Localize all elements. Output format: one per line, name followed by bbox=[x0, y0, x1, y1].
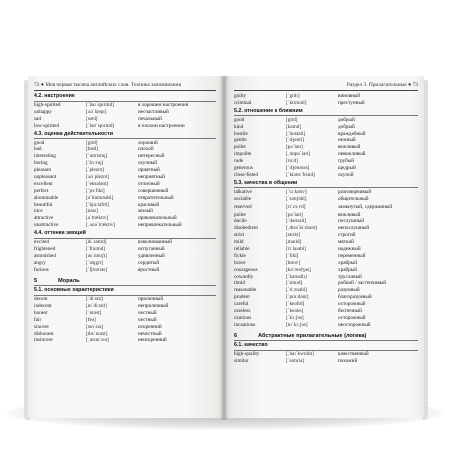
english-word: furious bbox=[34, 266, 49, 273]
vocab-row bbox=[234, 246, 418, 253]
chapter-number: 6 bbox=[234, 332, 238, 339]
left-running-head: 72 ● Моя первая тысяча английских слов. Техника запоминания bbox=[34, 82, 181, 88]
transcription: [ˈləʊˈspɪrɪtɪd] bbox=[86, 122, 115, 129]
russian-translation: милый bbox=[138, 208, 153, 215]
vocab-row bbox=[34, 146, 216, 153]
russian-translation: сердитый bbox=[138, 259, 160, 266]
english-word: insincere bbox=[34, 337, 53, 344]
section-title: 4.4. оттенки эмоций bbox=[34, 230, 86, 237]
vocab-row bbox=[34, 188, 216, 195]
section-title: 4.2. настроение bbox=[34, 93, 75, 99]
vocab-row bbox=[234, 151, 418, 158]
vocab-row bbox=[234, 172, 418, 179]
russian-translation: общительный bbox=[338, 195, 369, 202]
vocab-row bbox=[234, 260, 418, 267]
transcription: [ˈtɔːkətɪv] bbox=[286, 188, 307, 195]
transcription: [ˈriːznəbl] bbox=[286, 287, 308, 294]
english-word: impolite bbox=[234, 151, 252, 158]
russian-translation: беспечный bbox=[338, 308, 362, 315]
russian-translation: надежный bbox=[338, 246, 361, 253]
transcription: [gʊd] bbox=[86, 139, 98, 146]
english-word: beautiful bbox=[34, 201, 53, 208]
vocab-row bbox=[234, 287, 418, 294]
english-word: unpleasant bbox=[34, 174, 57, 181]
english-word: honest bbox=[34, 309, 48, 316]
russian-translation: нечестный bbox=[138, 330, 162, 337]
transcription: [ˈɒnɪst] bbox=[86, 309, 102, 316]
russian-translation: робкий / застенчивый bbox=[338, 280, 387, 287]
russian-translation: хороший bbox=[138, 139, 158, 146]
vocab-row bbox=[34, 109, 216, 116]
russian-translation: послушный bbox=[338, 218, 365, 225]
english-word: good bbox=[234, 116, 245, 123]
russian-translation: интересный bbox=[138, 153, 165, 160]
russian-translation: качественный bbox=[338, 351, 369, 358]
english-word: unattractive bbox=[34, 222, 59, 229]
english-word: talkative bbox=[234, 188, 252, 195]
english-word: angry bbox=[34, 259, 46, 266]
vocab-row bbox=[234, 239, 418, 246]
english-word: kind bbox=[234, 123, 244, 130]
chapter-rule bbox=[234, 340, 418, 341]
english-word: reserved bbox=[234, 203, 252, 210]
english-word: hostile bbox=[234, 130, 248, 137]
english-word: polite bbox=[234, 144, 246, 151]
vocab-row bbox=[234, 189, 418, 196]
chapter-number: 5 bbox=[34, 277, 38, 284]
english-word: strict bbox=[234, 232, 245, 239]
english-word: frightened bbox=[34, 246, 56, 253]
english-word: prudent bbox=[234, 294, 250, 301]
transcription: [ˈfraɪtnd] bbox=[86, 246, 106, 253]
right-page bbox=[224, 76, 424, 418]
russian-translation: приличный bbox=[138, 296, 164, 303]
english-word: dishonest bbox=[34, 330, 54, 337]
vocab-row bbox=[34, 239, 216, 246]
russian-translation: отвратительный bbox=[138, 194, 174, 201]
vocab-row bbox=[234, 124, 418, 131]
transcription: [sɪnˈsɪə] bbox=[86, 323, 103, 330]
russian-translation: похожий bbox=[338, 358, 358, 365]
english-word: generous bbox=[234, 165, 253, 172]
vocab-row bbox=[34, 310, 216, 317]
english-word: criminal bbox=[234, 99, 252, 106]
russian-translation: преступный bbox=[338, 99, 365, 106]
russian-translation: в хорошем настроении bbox=[138, 102, 189, 108]
transcription: [ruːd] bbox=[286, 158, 298, 165]
russian-translation: приятный bbox=[138, 167, 160, 174]
chapter-heading bbox=[234, 332, 418, 340]
section-title: 5.1. основные характеристики bbox=[34, 287, 114, 294]
russian-translation: искренний bbox=[138, 323, 162, 330]
russian-translation: взволнованный bbox=[138, 239, 172, 246]
vocab-row bbox=[34, 317, 216, 324]
russian-translation: нежный bbox=[338, 137, 356, 144]
transcription: [strɪkt] bbox=[286, 232, 301, 239]
transcription: [əˈbɒmɪnəbl] bbox=[86, 194, 114, 201]
russian-translation: непослушный bbox=[338, 225, 370, 232]
english-word: courageous bbox=[234, 266, 258, 273]
transcription: [ˌhaɪˈkwɒlɪtɪ] bbox=[286, 351, 315, 358]
english-word: excited bbox=[34, 239, 49, 246]
russian-translation: переменный bbox=[338, 252, 366, 259]
left-page-content bbox=[34, 81, 216, 344]
transcription: [ʌnˈpleznt] bbox=[86, 174, 110, 181]
russian-translation: честный bbox=[138, 309, 157, 316]
vocab-row bbox=[234, 100, 418, 107]
transcription: [ˈkeəfʊl] bbox=[286, 301, 305, 308]
transcription: [ˈkrɪmɪnl] bbox=[286, 99, 307, 106]
russian-translation: разумный bbox=[338, 287, 360, 294]
russian-translation: вежливый bbox=[338, 144, 361, 151]
vocab-row bbox=[34, 337, 216, 344]
russian-translation: храбрый bbox=[338, 266, 357, 273]
russian-translation: добрый bbox=[338, 116, 355, 123]
vocab-row bbox=[34, 331, 216, 338]
english-word: sociable bbox=[234, 195, 251, 202]
transcription: [ˈdʒenərəs] bbox=[286, 165, 310, 172]
transcription: [ˈfjʊərɪəs] bbox=[86, 266, 107, 273]
english-word: good bbox=[34, 139, 45, 146]
english-word: sincere bbox=[34, 323, 49, 330]
right-running-head: Раздел 3. Прилагательные ● 73 bbox=[346, 82, 418, 88]
vocab-row bbox=[234, 294, 418, 301]
vocab-row bbox=[234, 358, 418, 365]
vocab-row bbox=[234, 253, 418, 260]
english-word: careless bbox=[234, 308, 251, 315]
vocab-row bbox=[234, 274, 418, 281]
transcription: [ˈpruːdənt] bbox=[286, 294, 309, 301]
transcription: [ˈsɪmɪlə] bbox=[286, 358, 304, 365]
english-word: bad bbox=[34, 146, 42, 153]
transcription: [kəˈreɪdʒəs] bbox=[286, 266, 311, 273]
transcription: [ˌdɪsəˈbiːdɪənt] bbox=[286, 225, 318, 232]
english-word: fickle bbox=[234, 252, 246, 259]
vocab-row bbox=[34, 167, 216, 174]
vocab-row bbox=[34, 181, 216, 188]
russian-translation: совершенный bbox=[138, 187, 169, 194]
english-word: reliable bbox=[234, 246, 250, 253]
transcription: [bæd] bbox=[86, 146, 99, 153]
chapter-heading bbox=[34, 277, 216, 285]
vocab-row bbox=[234, 131, 418, 138]
vocab-row bbox=[234, 165, 418, 172]
vocab-row bbox=[34, 208, 216, 215]
transcription: [gʊd] bbox=[286, 116, 298, 123]
transcription: [ˌʌnəˈtræktɪv] bbox=[86, 222, 116, 229]
transcription: [ˈkləʊsˈfɪstɪd] bbox=[286, 171, 315, 178]
russian-translation: плохой bbox=[138, 146, 154, 153]
russian-translation: благоразумный bbox=[338, 294, 372, 301]
transcription: [ˈsəʊʃəbl] bbox=[286, 195, 307, 202]
russian-translation: неосторожный bbox=[338, 321, 371, 328]
vocab-row bbox=[234, 144, 418, 151]
english-word: excellent bbox=[34, 180, 53, 187]
russian-translation: храбрый bbox=[338, 259, 357, 266]
transcription: [ˌɪmpəˈlaɪt] bbox=[286, 151, 310, 158]
vocab-row bbox=[34, 215, 216, 222]
russian-translation: разговорчивый bbox=[338, 188, 372, 195]
english-word: gentle bbox=[234, 137, 247, 144]
book-spine-gutter bbox=[220, 76, 228, 420]
vocab-row bbox=[34, 267, 216, 274]
vocab-row bbox=[234, 322, 418, 329]
right-page-content bbox=[234, 81, 418, 365]
vocab-row bbox=[234, 280, 418, 287]
chapter-title: Абстрактные прилагательные (логика) bbox=[258, 332, 367, 339]
russian-translation: враждебный bbox=[338, 130, 366, 137]
transcription: [ˈhɒstaɪl] bbox=[286, 130, 306, 137]
english-word: rude bbox=[234, 158, 244, 165]
english-word: sad bbox=[34, 115, 41, 122]
transcription: [ˈbɔːrɪŋ] bbox=[86, 160, 104, 167]
russian-translation: непривлекательный bbox=[138, 222, 182, 229]
vocab-row bbox=[234, 232, 418, 239]
vocab-row bbox=[234, 93, 418, 100]
english-word: guilty bbox=[234, 93, 247, 99]
transcription: [ˈhaɪˈspɪrɪtɪd] bbox=[86, 102, 114, 108]
vocab-row bbox=[34, 140, 216, 147]
russian-translation: неискренний bbox=[138, 337, 167, 344]
transcription: [ˈfɪkl] bbox=[286, 252, 299, 259]
vocab-row bbox=[34, 123, 216, 130]
transcription: [ˈkaʊədlɪ] bbox=[286, 273, 307, 280]
english-word: similar bbox=[234, 358, 249, 365]
english-word: high-spirited bbox=[34, 102, 61, 108]
vocab-row bbox=[234, 212, 418, 219]
english-word: decent bbox=[34, 296, 48, 303]
vocab-row bbox=[34, 153, 216, 160]
vocab-row bbox=[34, 102, 216, 109]
vocab-row bbox=[234, 267, 418, 274]
vocab-row bbox=[234, 117, 418, 124]
russian-translation: печальный bbox=[138, 115, 162, 122]
section-title: 6.1. качество bbox=[234, 342, 268, 349]
transcription: [dɪsˈɒnɪst] bbox=[86, 330, 108, 337]
russian-translation: грубый bbox=[338, 158, 355, 165]
english-word: cautious bbox=[234, 314, 252, 321]
russian-translation: замкнутый, сдержанный bbox=[338, 203, 393, 210]
vocab-row bbox=[234, 203, 418, 212]
transcription: [ɪnˈdiːsnt] bbox=[86, 302, 107, 309]
vocab-row bbox=[34, 195, 216, 202]
vocab-row bbox=[34, 246, 216, 253]
transcription: [ˈkeəlɪs] bbox=[286, 308, 304, 315]
transcription: [maɪld] bbox=[286, 239, 302, 246]
transcription: [pəˈlaɪt] bbox=[286, 211, 303, 218]
english-word: boring bbox=[34, 160, 48, 167]
transcription: [ˈdʒentl] bbox=[286, 137, 304, 144]
english-word: brave bbox=[234, 259, 246, 266]
russian-translation: испуганный bbox=[138, 246, 165, 253]
vocab-row bbox=[234, 137, 418, 144]
russian-translation: неприличный bbox=[138, 302, 169, 309]
transcription: [naɪs] bbox=[86, 208, 98, 215]
vocab-row bbox=[234, 315, 418, 322]
russian-translation: вежливый bbox=[338, 211, 361, 218]
russian-translation: скупой bbox=[338, 171, 354, 178]
english-word: high-quality bbox=[234, 351, 260, 358]
english-word: pleasant bbox=[34, 167, 51, 174]
english-word: indecent bbox=[34, 302, 52, 309]
english-word: nice bbox=[34, 208, 43, 215]
header-rule bbox=[34, 90, 216, 91]
english-word: close-fisted bbox=[234, 171, 258, 178]
english-word: interesting bbox=[34, 153, 56, 160]
vocab-row bbox=[34, 160, 216, 167]
vocab-row bbox=[34, 222, 216, 229]
transcription: [ɪkˈsaɪtɪd] bbox=[86, 239, 107, 246]
russian-translation: неприятный bbox=[138, 174, 165, 181]
transcription: [ˈeksələnt] bbox=[86, 180, 109, 187]
russian-translation: осторожный bbox=[338, 314, 366, 321]
vocab-row bbox=[34, 202, 216, 209]
vocab-row bbox=[34, 260, 216, 267]
vocab-row bbox=[234, 196, 418, 203]
transcription: [ˈgɪltɪ] bbox=[286, 93, 300, 99]
chapter-title: Мораль bbox=[58, 277, 80, 284]
transcription: [əsˈtɒnɪʃt] bbox=[86, 252, 107, 259]
transcription: [ˌɪnsɪnˈsɪə] bbox=[86, 337, 109, 344]
russian-translation: отличный bbox=[138, 180, 160, 187]
russian-translation: невежливый bbox=[338, 151, 366, 158]
english-word: attractive bbox=[34, 215, 54, 222]
vocab-row bbox=[34, 296, 216, 303]
chapter-rule bbox=[34, 285, 216, 286]
english-word: careful bbox=[234, 301, 249, 308]
english-word: disobedient bbox=[234, 225, 258, 232]
vocab-row bbox=[34, 253, 216, 260]
transcription: [ˈpleznt] bbox=[86, 167, 104, 174]
russian-translation: добрый bbox=[338, 123, 355, 130]
vocab-row bbox=[34, 116, 216, 123]
transcription: [ɪnˈkɔːʃəs] bbox=[286, 321, 308, 328]
transcription: [ˈpɜːfɪkt] bbox=[86, 187, 105, 194]
russian-translation: привлекательный bbox=[138, 215, 177, 222]
english-word: polite bbox=[234, 211, 246, 218]
russian-translation: несчастливый bbox=[138, 108, 169, 115]
vocab-row bbox=[234, 308, 418, 315]
russian-translation: честный bbox=[138, 316, 157, 323]
english-word: docile bbox=[234, 218, 247, 225]
english-word: mild bbox=[234, 239, 244, 246]
english-word: cowardly bbox=[234, 273, 254, 280]
english-word: unhappy bbox=[34, 108, 52, 115]
russian-translation: удивленный bbox=[138, 252, 165, 259]
russian-translation: строгий bbox=[338, 232, 356, 239]
vocab-row bbox=[234, 218, 418, 225]
vocab-row bbox=[34, 174, 216, 181]
vocab-row bbox=[234, 158, 418, 165]
russian-translation: осторожный bbox=[338, 301, 366, 308]
english-word: abominable bbox=[34, 194, 59, 201]
transcription: [ˈdəʊsaɪl] bbox=[286, 218, 307, 225]
transcription: [breɪv] bbox=[286, 259, 301, 266]
english-word: perfect bbox=[34, 187, 49, 194]
russian-translation: яростный bbox=[138, 266, 160, 273]
transcription: [pəˈlaɪt] bbox=[286, 144, 303, 151]
transcription: [kaɪnd] bbox=[286, 123, 301, 130]
transcription: [rɪˈlaɪəbl] bbox=[286, 246, 306, 253]
transcription: [ˈɪntrɪstɪŋ] bbox=[86, 153, 108, 160]
english-word: incautious bbox=[234, 321, 256, 328]
transcription: [ˈdiːsnt] bbox=[86, 296, 103, 303]
section-title: 5.2. отношение к ближним bbox=[234, 107, 303, 114]
transcription: [ʌnˈhæpɪ] bbox=[86, 108, 107, 115]
transcription: [ˈtɪmɪd] bbox=[286, 280, 303, 287]
russian-translation: щедрый bbox=[338, 165, 356, 172]
russian-translation: виновный bbox=[338, 93, 361, 99]
russian-translation: в плохом настроении bbox=[138, 122, 185, 129]
transcription: [ˈæŋgrɪ] bbox=[86, 259, 103, 266]
vocab-row bbox=[234, 301, 418, 308]
transcription: [ˈbjuːtəfʊl] bbox=[86, 201, 110, 208]
transcription: [sæd] bbox=[86, 115, 98, 122]
english-word: low-spirited bbox=[34, 122, 60, 129]
transcription: [rɪˈzɜːvd] bbox=[286, 203, 306, 210]
russian-translation: трусливый bbox=[338, 273, 362, 280]
transcription: [ˈkɔːʃəs] bbox=[286, 314, 304, 321]
english-word: reasonable bbox=[234, 287, 257, 294]
english-word: astonished bbox=[34, 252, 56, 259]
english-word: timid bbox=[234, 280, 245, 287]
header-rule bbox=[234, 90, 418, 91]
russian-translation: мягкий bbox=[338, 239, 354, 246]
vocab-row bbox=[34, 324, 216, 331]
vocab-row bbox=[234, 351, 418, 358]
english-word: fair bbox=[34, 316, 42, 323]
left-page bbox=[28, 76, 224, 418]
vocab-row bbox=[234, 225, 418, 232]
section-title: 5.3. качества в общении bbox=[234, 179, 298, 186]
transcription: [əˈtræktɪv] bbox=[86, 215, 109, 222]
section-title: 4.3. оценка действительности bbox=[34, 130, 113, 137]
russian-translation: скучный bbox=[138, 160, 157, 167]
vocab-row bbox=[34, 303, 216, 310]
russian-translation: красивый bbox=[138, 201, 160, 208]
transcription: [feə] bbox=[86, 316, 96, 323]
